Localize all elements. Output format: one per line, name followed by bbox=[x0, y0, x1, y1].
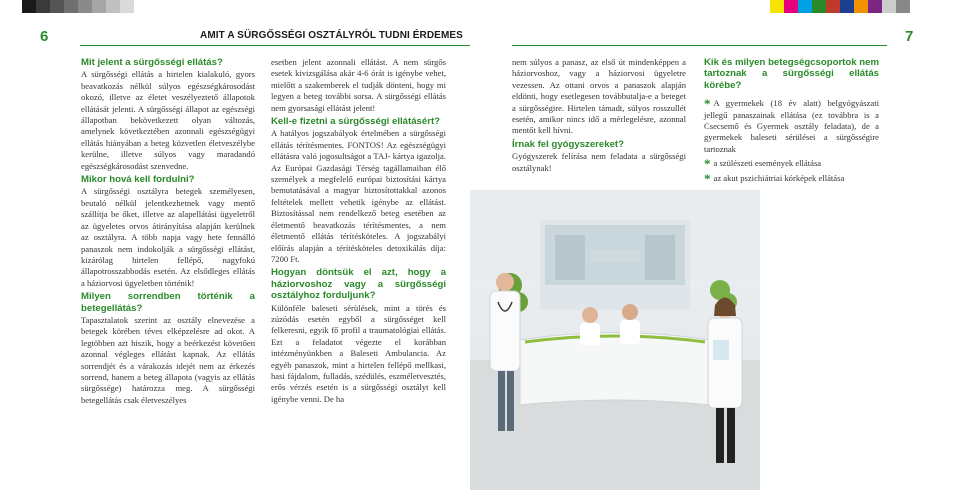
color-bar-right bbox=[770, 0, 910, 13]
asterisk-icon: * bbox=[704, 156, 711, 172]
paragraph: A sürgősségi ellátás a hirtelen kialakuló, gyors beavatkozás nélkül súlyos egészségkárosodást okozó, illetve az életet veszélyeztető állapotok ellátását jelenti. A sürgősségi állapot az egészségi állapotban bekövetkezett olyan változás, amelynek következtében azonnali egészségügyi ellátás hiányában a beteg közvetlen életveszélybe kerülne, illetve súlyos vagy maradandó egészségkárosodást szenvedne. bbox=[81, 69, 255, 171]
section-heading: Írnak fel gyógyszereket? bbox=[512, 138, 624, 150]
color-swatch bbox=[36, 0, 50, 13]
exclusions-heading: Kik és milyen betegségcsoportok nem tartoznak a sürgősségi ellátás körébe? bbox=[704, 57, 879, 91]
column-4 bbox=[704, 57, 879, 187]
hospital-reception-photo bbox=[470, 190, 760, 490]
color-swatch bbox=[826, 0, 840, 13]
paragraph: Gyógyszerek felírása nem feladata a sürgősségi osztálynak! bbox=[512, 151, 686, 173]
page-number-right: 7 bbox=[905, 28, 914, 45]
section-heading: Kell-e fizetni a sürgősségi ellátásért? bbox=[271, 116, 441, 128]
color-swatch bbox=[812, 0, 826, 13]
page-title: AMIT A SÜRGŐSSÉGI OSZTÁLYRÓL TUDNI ÉRDEMES bbox=[200, 30, 463, 41]
color-swatch bbox=[840, 0, 854, 13]
header-rule-right bbox=[512, 45, 887, 46]
section-heading: Milyen sorrendben történik a betegellátás? bbox=[81, 291, 255, 314]
color-swatch bbox=[92, 0, 106, 13]
color-swatch bbox=[22, 0, 36, 13]
section-heading: Hogyan döntsük el azt, hogy a háziorvoshoz vagy a sürgősségi osztályhoz forduljunk? bbox=[271, 267, 446, 302]
asterisk-icon: * bbox=[704, 170, 711, 186]
reception-illustration bbox=[470, 190, 760, 490]
color-bar-left bbox=[22, 0, 134, 13]
color-swatch bbox=[854, 0, 868, 13]
color-swatch bbox=[868, 0, 882, 13]
color-swatch bbox=[120, 0, 134, 13]
header-rule-left bbox=[80, 45, 470, 46]
color-swatch bbox=[882, 0, 896, 13]
column-1 bbox=[81, 57, 255, 406]
paragraph: A sürgősségi osztályra betegek személyesen, beutaló nélkül jelentkezhetnek vagy mentő szállítja be őket, illetve az alapellátási ügyeletről az ügyeletes orvos átirányítása alapján kerülnek az osztályra. A több napja vagy hete fennálló panaszok nem indokolják a sürgősségi ellátást, kizárólag hirtelen fellépő, nagyfokú állapotrosszabbodás esetén. Az elsődleges ellátás a háziorvosi ügyeletben történik! bbox=[81, 186, 255, 288]
color-swatch bbox=[78, 0, 92, 13]
color-swatch bbox=[896, 0, 910, 13]
color-swatch bbox=[784, 0, 798, 13]
exclusion-item: * A gyermekek (18 év alatt) belgyógyászati jellegű panaszainak ellátása (ez továbbra is a Csecsemő és Gyermek osztály feladata), de a gyermekek baleseti sérülései a sürgősségire tartoznak bbox=[704, 96, 879, 154]
paragraph: Különféle baleseti sérülések, mint a törés és zúzódás esetén egyből a sürgősséget kell felkeresni, egyik fő profil a traumatológiai ellátás. Ezt a feladatot végezte el korábban intézményünkben a Baleseti Ambulancia. Az egyéb panaszok, mint a hirtelen fellépő mellkasi, hasi fájdalom, fulladás, szédülés, eszméletvesztés, erős vérzés esetén is a sürgősségi osztályt kell igénybe venni. De ha bbox=[271, 302, 446, 404]
exclusion-item: * az akut pszichiátriai kórképek ellátása bbox=[704, 170, 845, 186]
paragraph: esetben jelent azonnali ellátást. A nem sürgős esetek kivizsgálása akár 4-6 órát is igénybe vehet, mielőtt a szakemberek el tudják dönteni, hogy mi legyen a beteg további sorsa. A sürgősségi ellátás nem gyorsasági ellátást jelent! bbox=[271, 57, 446, 113]
asterisk-icon: * bbox=[704, 96, 711, 112]
color-swatch bbox=[798, 0, 812, 13]
color-swatch bbox=[770, 0, 784, 13]
paragraph: Tapasztalatok szerint az osztály elnevezése a betegek körében téves elképzelésre ad okot. A legtöbben azt hiszik, hogy a beérkezést követően azonnal végleges ellátást kapnak. Az ellátás sorrendjét és a várakozás idejét nem az érkezés sorrend, hanem a beteg állapota (vagyis az ellátás sürgőssége) határozza meg. A sürgősségi betegellátás csak életveszélyes bbox=[81, 314, 255, 405]
paragraph: A hatályos jogszabályok értelmében a sürgősségi ellátás térítésmentes. FONTOS! Az egészségügyi ellátásra való jogosultságot a TAJ- kártya igazolja. Az Európai Gazdasági Térség tagállamaiban élő személyek a megfelelő európai biztosítási kártya bemutatásával a magyar biztosítottakkal azonos feltételek mellett vehetik igénybe az ellátást. Biztosítással nem rendelkező beteg esetében az életmentő beavatkozás térítésmentes, a nem életmentő ellátás térítésköteles. A jogszabályi előírás alapján a térítésköteles detoxikálás díja: 7200 Ft. bbox=[271, 128, 446, 264]
section-heading: Mit jelent a sürgősségi ellátás? bbox=[81, 57, 223, 68]
exclusion-item: * a szülészeti események ellátása bbox=[704, 156, 822, 172]
column-3 bbox=[512, 57, 686, 174]
color-swatch bbox=[106, 0, 120, 13]
page-number-left: 6 bbox=[40, 28, 49, 45]
color-swatch bbox=[64, 0, 78, 13]
paragraph: nem súlyos a panasz, az első út mindenképpen a háziorvoshoz, vagy a háziorvosi ügyeletre vezessen. Az ottani orvos a panaszok alapján eldönti, hogy esetlegesen továbbutalja-e a beteget a sürgősségire. Hirtelen támadt, súlyos rosszullét esetén, amikor nincs idő a mérlegelésre, azonnal mentőt kell hívni. bbox=[512, 57, 686, 136]
section-heading: Mikor hová kell fordulni? bbox=[81, 174, 195, 186]
color-swatch bbox=[50, 0, 64, 13]
column-2 bbox=[271, 57, 446, 405]
